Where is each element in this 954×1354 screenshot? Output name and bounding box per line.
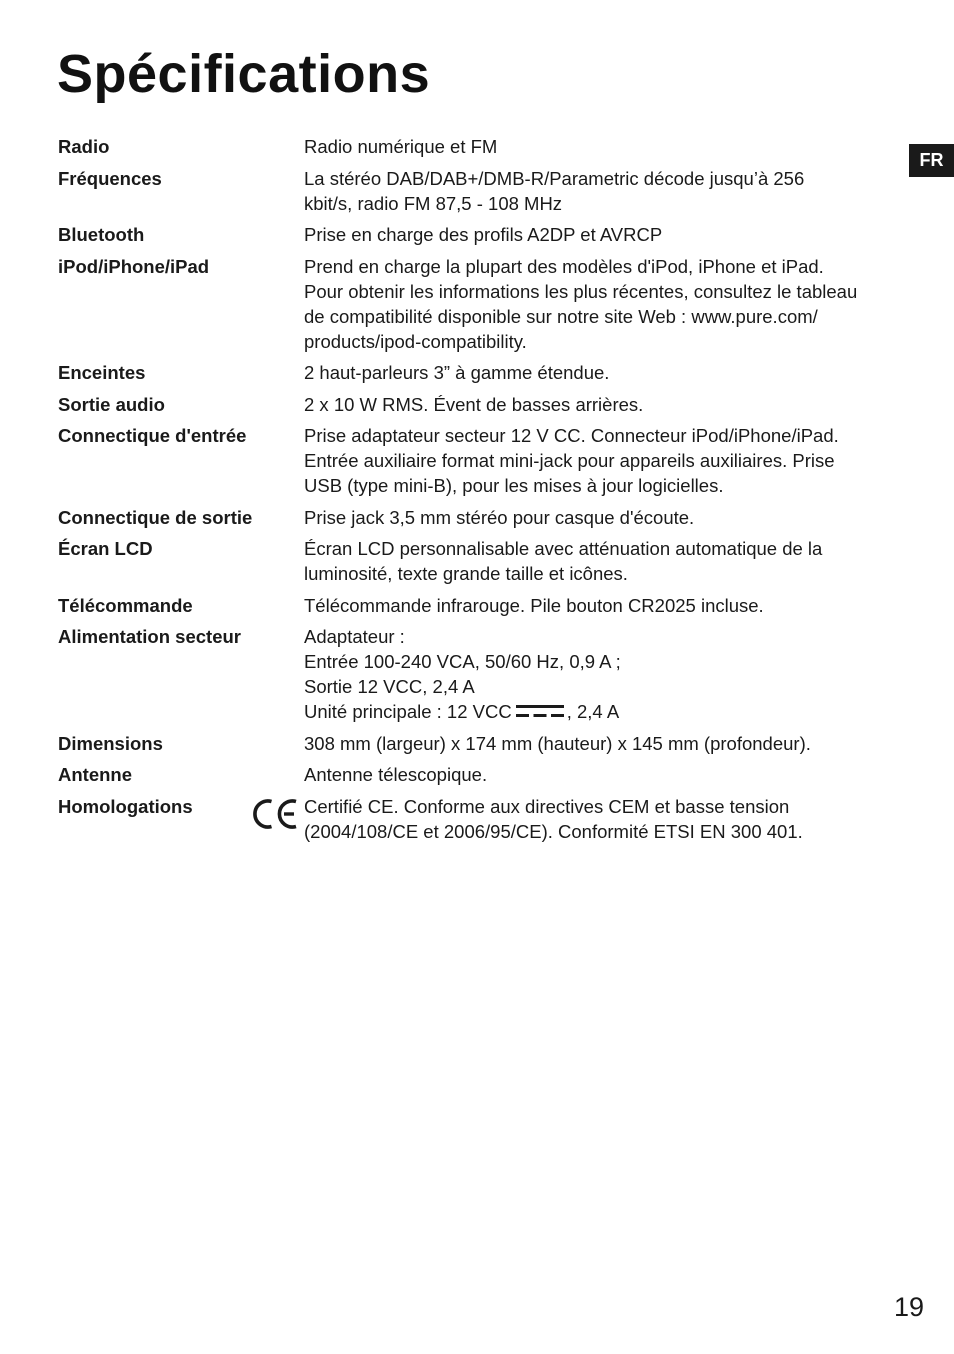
spec-value-line: products/ipod-compatibility. (304, 330, 527, 352)
page-number: 19 (894, 1292, 925, 1322)
spec-row-ipod (58, 254, 908, 354)
spec-value-line: Certifié CE. Conforme aux directives CEM et basse tension (304, 795, 790, 817)
spec-value (304, 222, 904, 247)
ce-mark-icon (252, 797, 298, 831)
spec-value (304, 392, 904, 417)
spec-row-radio (58, 134, 908, 159)
spec-label: Antenne (58, 764, 132, 785)
spec-label: Connectique d'entrée (58, 425, 247, 446)
spec-value (304, 360, 904, 385)
spec-label: Bluetooth (58, 224, 145, 245)
language-tab: FR (909, 144, 954, 177)
spec-label: Homologations (58, 795, 193, 817)
spec-label: Connectique de sortie (58, 506, 253, 528)
spec-value (304, 505, 904, 530)
spec-value-text: Unité principale : 12 VCC (304, 701, 512, 722)
dc-current-icon (516, 705, 564, 719)
spec-label: Dimensions (58, 732, 163, 754)
specifications-list (58, 134, 908, 850)
spec-value (304, 423, 904, 498)
spec-label: Enceintes (58, 362, 146, 383)
spec-value (304, 254, 904, 354)
spec-value-line: Pour obtenir les informations les plus récentes, consultez le tableau (304, 280, 858, 302)
spec-value-line: Prise en charge des profils A2DP et AVRCP (304, 224, 663, 245)
spec-value-line: USB (type mini-B), pour les mises à jour logicielles. (304, 475, 724, 496)
spec-value-line: 308 mm (largeur) x 174 mm (hauteur) x 145 mm (profondeur). (304, 732, 811, 754)
spec-value-line: La stéréo DAB/DAB+/DMB-R/Parametric décode jusqu’à 256 (304, 167, 805, 189)
spec-value (304, 762, 904, 787)
page-title: Spécifications (57, 44, 431, 104)
spec-value-line: Entrée auxiliaire format mini-jack pour appareils auxiliaires. Prise (304, 450, 835, 471)
spec-value-line: Radio numérique et FM (304, 136, 498, 157)
spec-value-line: luminosité, texte grande taille et icônes. (304, 563, 628, 584)
spec-value-text: , 2,4 A (566, 701, 620, 722)
spec-row-telecommande (58, 593, 908, 618)
spec-value (304, 166, 904, 216)
spec-value-line: Télécommande infrarouge. Pile bouton CR2025 incluse. (304, 594, 764, 616)
spec-value (304, 731, 904, 756)
spec-value-line: Prise jack 3,5 mm stéréo pour casque d'écoute. (304, 506, 695, 528)
spec-label: Télécommande (58, 594, 193, 616)
spec-label: Radio (58, 136, 110, 157)
spec-row-enceintes (58, 360, 908, 385)
spec-value-line: Prend en charge la plupart des modèles d'iPod, iPhone et iPad. (304, 255, 824, 277)
spec-row-frequences (58, 166, 908, 216)
spec-value-line: de compatibilité disponible sur notre site Web : www.pure.com/ (304, 305, 818, 327)
spec-label: iPod/iPhone/iPad (58, 255, 210, 277)
spec-value (304, 794, 904, 844)
spec-value-line (304, 699, 904, 724)
spec-label: Écran LCD (58, 538, 153, 559)
spec-value (304, 536, 904, 586)
spec-value-line: Antenne télescopique. (304, 764, 488, 785)
spec-value (304, 593, 904, 618)
spec-value-line: Adaptateur : (304, 626, 405, 647)
spec-row-sortie-audio (58, 392, 908, 417)
spec-value-line: 2 x 10 W RMS. Évent de basses arrières. (304, 393, 644, 415)
spec-value-line: Sortie 12 VCC, 2,4 A (304, 676, 475, 697)
spec-row-connectique-entree (58, 423, 908, 498)
spec-row-homologations (58, 794, 908, 844)
spec-value-line: (2004/108/CE et 2006/95/CE). Conformité ETSI EN 300 401. (304, 820, 803, 842)
spec-label: Alimentation secteur (58, 626, 241, 647)
spec-value-line: Écran LCD personnalisable avec atténuation automatique de la (304, 538, 823, 559)
spec-value (304, 624, 904, 724)
spec-value (304, 134, 904, 159)
spec-label: Sortie audio (58, 393, 165, 415)
spec-label: Fréquences (58, 167, 162, 189)
spec-row-antenne (58, 762, 908, 787)
spec-row-ecran-lcd (58, 536, 908, 586)
spec-value-line: Entrée 100-240 VCA, 50/60 Hz, 0,9 A ; (304, 651, 621, 672)
spec-value-line: Prise adaptateur secteur 12 V CC. Connecteur iPod/iPhone/iPad. (304, 425, 839, 446)
spec-value-line: kbit/s, radio FM 87,5 - 108 MHz (304, 192, 563, 214)
spec-value-line: 2 haut-parleurs 3” à gamme étendue. (304, 362, 610, 383)
spec-row-alimentation (58, 624, 908, 724)
spec-row-connectique-sortie (58, 505, 908, 530)
spec-row-bluetooth (58, 222, 908, 247)
spec-row-dimensions (58, 731, 908, 756)
